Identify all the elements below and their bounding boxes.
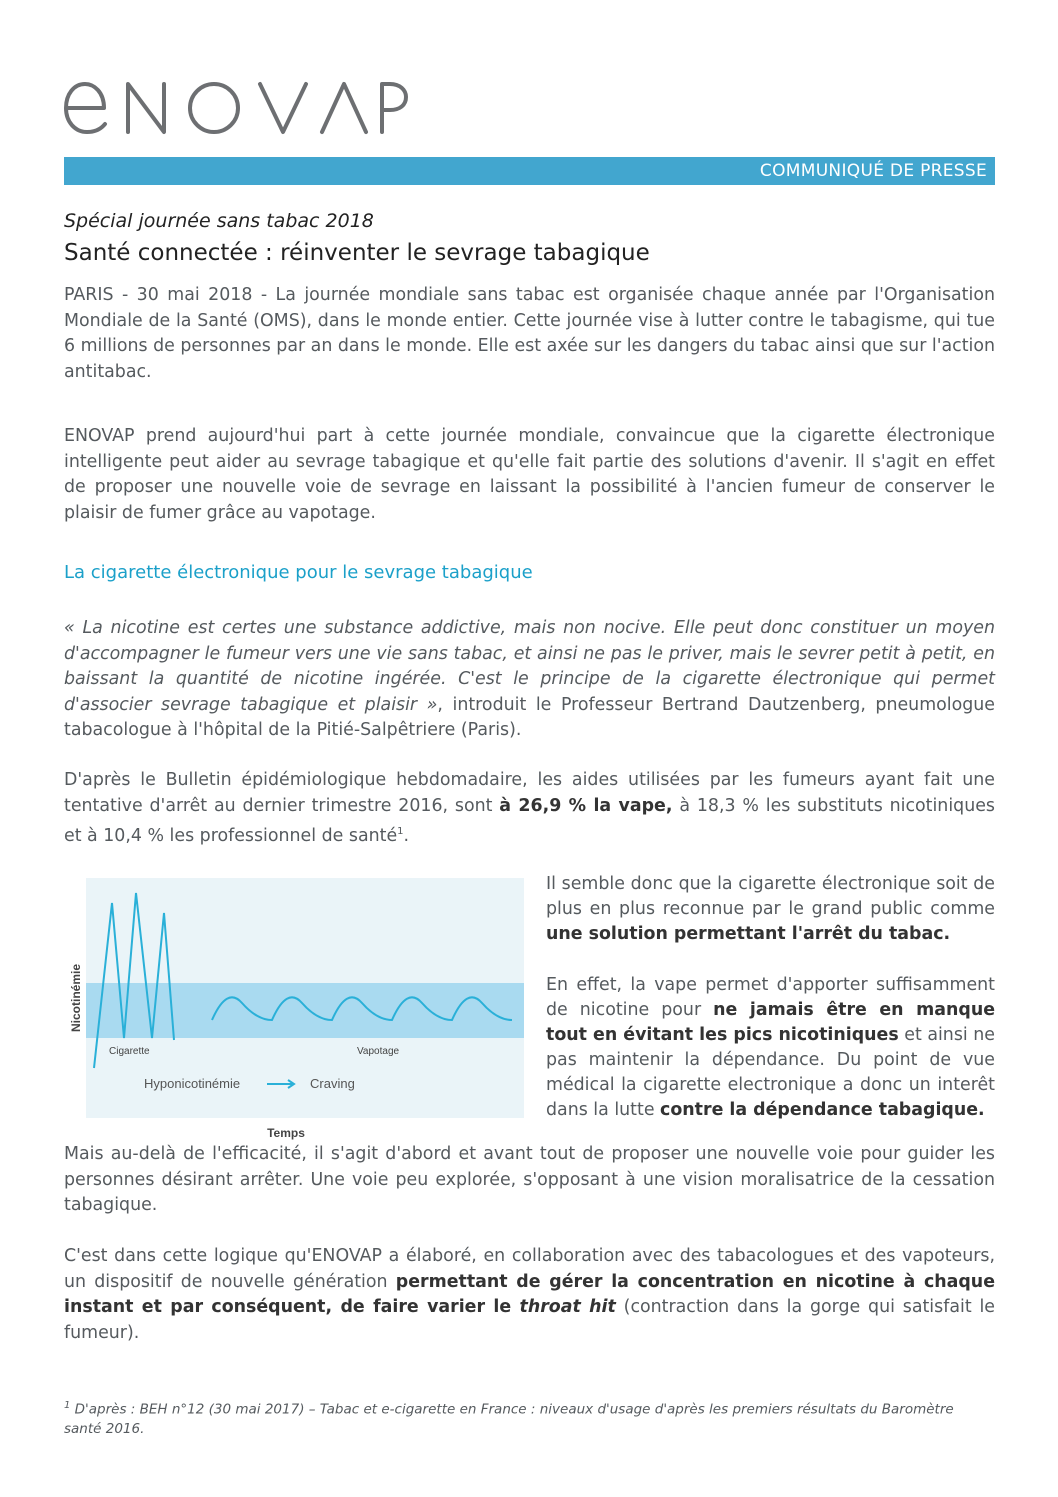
legend-to: Craving <box>310 1076 355 1091</box>
right-highlight-3: contre la dépendance tabagique. <box>660 1100 985 1120</box>
right-paragraph-1 <box>546 872 995 947</box>
banner-label: COMMUNIQUÉ DE PRESSE <box>759 161 987 181</box>
stats-text-a: D'après le Bulletin épidémiologique hebdomadaire, les aides utilisées par les fumeurs ayant fait une tentative d'arrêt au dernier trimestre 2016, sont <box>64 770 995 816</box>
right-text-1a: Il semble donc que la cigarette électronique soit de plus en plus reconnue par le grand public comme <box>546 874 995 919</box>
throat-hit-term: throat hit <box>519 1297 616 1317</box>
legend-from: Hyponicotinémie <box>144 1076 241 1091</box>
x-axis-label: Temps <box>267 1126 305 1140</box>
quote-text: « La nicotine est certes une substance addictive, mais non nocive. Elle peut donc constituer un moyen d'accompagner le fumeur vers une vie sans tabac, et ainsi ne pas le priver, mais le sevrer petit à petit, en baissant la quantité de nicotine ingérée. C'est le principe de la cigarette électronique qui permet d'associer sevrage tabagique et plaisir » <box>64 618 995 715</box>
footnote-text: D'après : BEH n°12 (30 mai 2017) – Tabac et e-cigarette en France : niveaux d'usage d'après les premiers résultats du Baromètre santé 2016. <box>64 1401 954 1437</box>
enovap-logo <box>64 70 409 140</box>
subtitle: Spécial journée sans tabac 2018 <box>64 210 374 232</box>
right-paragraph-2 <box>546 973 995 1123</box>
footnote-number: 1 <box>64 1400 71 1411</box>
footnote <box>64 1396 995 1439</box>
quote-paragraph <box>64 616 995 744</box>
intro-paragraph-1: PARIS - 30 mai 2018 - La journée mondiale sans tabac est organisée chaque année par l'Organisation Mondiale de la Santé (OMS), dans le monde entier. Cette journée vise à lutter contre le tabagisme, qui tue 6 millions de personnes par an dans le monde. Elle est axée sur les dangers du tabac ainsi que sur l'action antitabac. <box>64 285 996 382</box>
right-text-2a: En effet, la vape permet d'apporter suffisamment de nicotine pour <box>546 975 995 1020</box>
closing-paragraph-2 <box>64 1244 995 1346</box>
nicotinemia-chart <box>64 868 534 1154</box>
y-axis-label: Nicotinémie <box>69 963 83 1033</box>
quote-attribution: , introduit le Professeur Bertrand Dautzenberg, pneumologue tabacologue à l'hôpital de la Pitié-Salpêtriere (Paris). <box>64 694 996 740</box>
logo-wordmark <box>64 70 409 136</box>
stats-text-b: à 18,3 % les substituts nicotiniques et à 10,4 % les professionnel de santé <box>64 795 995 846</box>
closing-text-a: C'est dans cette logique qu'ENOVAP a élaboré, en collaboration avec des tabacologues et des vapoteurs, un dispositif de nouvelle génération <box>64 1246 995 1292</box>
closing-text-end: (contraction dans la gorge qui satisfait le fumeur). <box>64 1297 996 1343</box>
stats-paragraph <box>64 768 995 849</box>
right-highlight-2: ne jamais être en manque tout en évitant les pics nicotiniques <box>546 1000 995 1045</box>
vapotage-label: Vapotage <box>357 1046 400 1057</box>
right-text-2b: et ainsi ne pas maintenir la dépendance. Du point de vue médical la cigarette electronique a donc un interêt dans la lutte <box>546 1025 995 1120</box>
section-heading: La cigarette électronique pour le sevrage tabagique <box>64 562 533 583</box>
stats-highlight: à 26,9 % la vape, <box>499 795 673 816</box>
page-title: Santé connectée : réinventer le sevrage tabagique <box>64 240 650 266</box>
right-highlight-1: une solution permettant l'arrêt du tabac. <box>546 924 951 944</box>
stats-text-end: . <box>403 825 410 846</box>
footnote-ref: 1 <box>397 826 404 837</box>
cigarette-label: Cigarette <box>109 1046 150 1057</box>
closing-highlight: permettant de gérer la concentration en nicotine à chaque instant et par conséquent, de faire varier le <box>64 1271 995 1317</box>
intro-paragraph-2: ENOVAP prend aujourd'hui part à cette journée mondiale, convaincue que la cigarette électronique intelligente peut aider au sevrage tabagique et qu'elle fait partie des solutions d'avenir. Il s'agit en effet de proposer une nouvelle voie de sevrage en laissant la possibilité à l'ancien fumeur de conserver le plaisir de fumer grâce au vapotage. <box>64 426 995 523</box>
press-release-banner <box>64 157 995 185</box>
closing-paragraph-1: Mais au-delà de l'efficacité, il s'agit d'abord et avant tout de proposer une nouvelle voie pour guider les personnes désirant arrêter. Une voie peu explorée, s'opposant à une vision moralisatrice de la cessation tabagique. <box>64 1144 995 1215</box>
chart-svg <box>64 868 534 1150</box>
